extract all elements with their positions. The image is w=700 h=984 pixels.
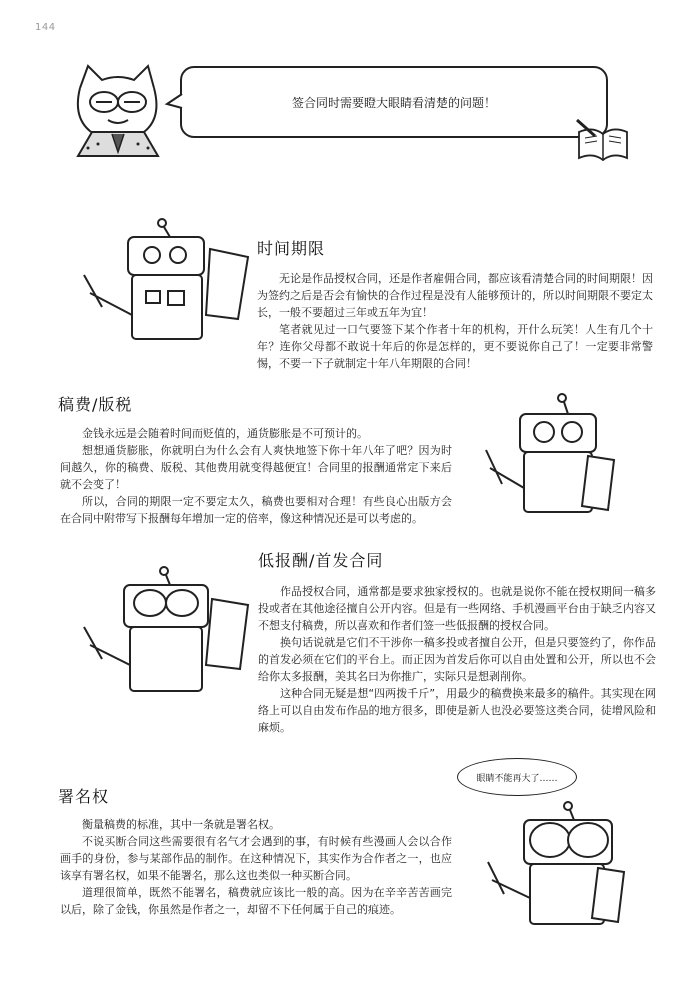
robot-speech-bubble xyxy=(457,758,577,796)
section-body-royalties xyxy=(60,425,452,527)
paragraph: 这种合同无疑是想“四两拨千斤”，用最少的稿费换来最多的稿件。其实现在网络上可以自由发布作品的地方很多，即使是新人也没必要签这类合同，徒增风险和麻烦。 xyxy=(258,687,656,734)
paragraph: 想想通货膨胀，你就明白为什么会有人爽快地签下你十年八年了吧？因为时间越久，你的稿费、版税、其他费用就变得越便宜！合同里的报酬通常定下来后就不会变了！ xyxy=(60,444,452,491)
bubble-tail xyxy=(165,92,185,112)
paragraph: 金钱永远是会随着时间而贬值的，通货膨胀是不可预计的。 xyxy=(82,427,368,440)
robot-big-eyes-illustration xyxy=(478,800,648,930)
header-speech-bubble xyxy=(180,66,608,138)
section-title-low-pay-first-release: 低报酬/首发合同 xyxy=(258,551,384,570)
paragraph: 换句话说就是它们不干涉你一稿多投或者擅自公开，但是只要签约了，你作品的首发必须在它们的平台上。而正因为首发后你可以自由处置和公开，所以也不会给你太多报酬，美其名曰为你推广，实际只是想剥削你。 xyxy=(258,636,656,683)
section-body-attribution-rights xyxy=(60,816,452,918)
section-title-royalties: 稿费/版税 xyxy=(58,395,133,414)
section-body-time-limit xyxy=(257,270,653,372)
paragraph: 作品授权合同，通常都是要求独家授权的。也就是说你不能在授权期间一稿多投或者在其他途径擅自公开内容。但是有一些网络、手机漫画平台由于缺乏内容又不想支付稿费，所以喜欢和作者们签一些低报酬的授权合同。 xyxy=(258,585,656,632)
robot-reading-illustration xyxy=(478,392,638,522)
header-bubble-text: 签合同时需要瞪大眼睛看清楚的问题！ xyxy=(291,95,496,110)
paragraph: 笔者就见过一口气要签下某个作者十年的机构，开什么玩笑！人生有几个十年？连你父母都不敢说十年后的你是怎样的，更不要说你自己了！一定要非常警惕，不要一下子就制定十年八年期限的合同！ xyxy=(257,323,653,370)
robot-reading-illustration xyxy=(72,565,252,705)
page-number: 144 xyxy=(35,22,56,33)
paragraph: 不说买断合同这些需要很有名气才会遇到的事，有时候有些漫画人会以合作画手的身份，参与某部作品的制作。在这种情况下，其实作为合作者之一，也应该享有署名权，如果不能署名，那么这也类似一种买断合同。 xyxy=(60,835,452,882)
section-title-time-limit: 时间期限 xyxy=(257,239,326,258)
robot-reading-illustration xyxy=(72,215,252,355)
section-title-attribution-rights: 署名权 xyxy=(58,787,110,806)
book-pen-icon xyxy=(575,118,631,164)
robot-bubble-text: 眼睛不能再大了…… xyxy=(476,773,558,784)
cat-character-illustration xyxy=(58,60,178,170)
paragraph: 衡量稿费的标准，其中一条就是署名权。 xyxy=(82,818,280,831)
paragraph: 无论是作品授权合同，还是作者雇佣合同，都应该看清楚合同的时间期限！因为签约之后是否会有愉快的合作过程是没有人能够预计的，所以时间期限不要定太长，一般不要超过三年或五年为宜！ xyxy=(257,272,653,319)
paragraph: 道理很简单，既然不能署名，稿费就应该比一般的高。因为在辛辛苦苦画完以后，除了金钱，你虽然是作者之一，却留不下任何属于自己的痕迹。 xyxy=(60,886,452,916)
paragraph: 所以，合同的期限一定不要定太久，稿费也要相对合理！有些良心出版方会在合同中附带写下报酬每年增加一定的倍率，像这种情况还是可以考虑的。 xyxy=(60,495,452,525)
section-body-low-pay-first-release xyxy=(258,583,656,736)
